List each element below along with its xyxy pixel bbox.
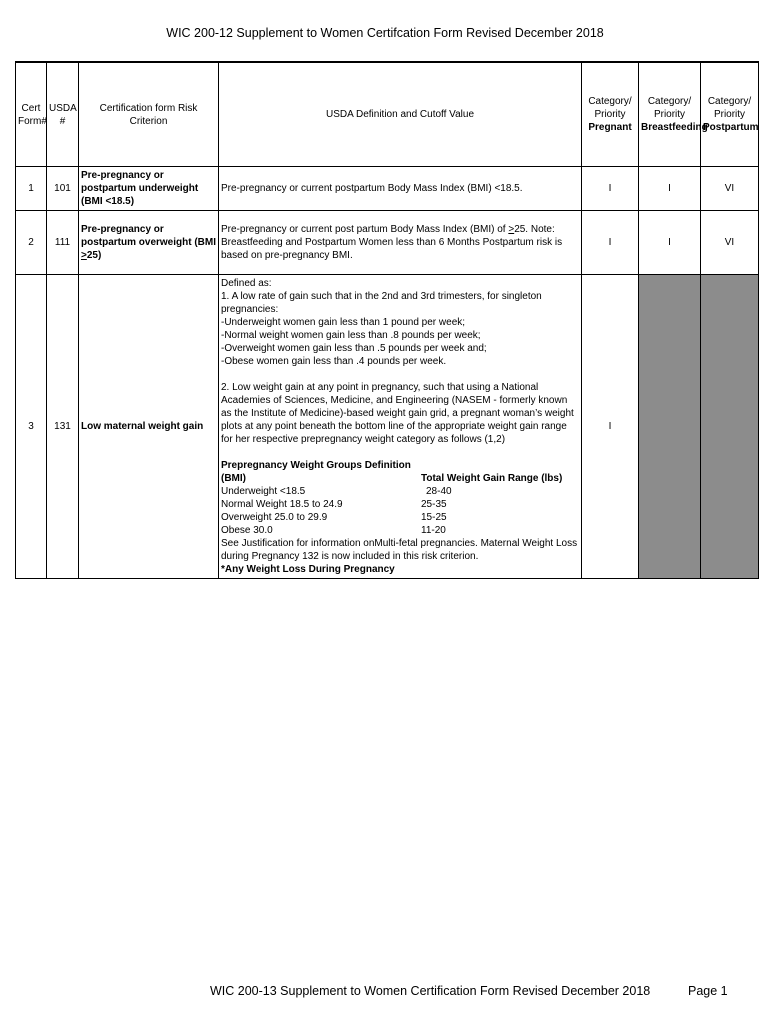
bmi-row: Underweight <18.5 28-40 xyxy=(221,486,452,497)
bmi-row: Obese 30.0 11-20 xyxy=(221,525,446,536)
document-title: WIC 200-12 Supplement to Women Certifcation Form Revised December 2018 xyxy=(166,26,604,40)
cert-number: 3 xyxy=(16,275,47,579)
priority-pregnant: I xyxy=(582,167,639,211)
cert-number: 2 xyxy=(16,211,47,275)
header-postpartum: Category/ Priority Postpartum xyxy=(701,62,759,167)
definition-list-item: -Underweight women gain less than 1 pound per week; xyxy=(221,317,466,328)
usda-number: 111 xyxy=(47,211,79,275)
definition-part-2: 2. Low weight gain at any point in pregnancy, such that using a National Academies of Sciences, Medicine, and Engineering (NASEM - formerly known as the Institute of Medicine)-based weight gain grid, a pregnant woman’s weight plots at any point beneath the bottom line of the appropriate weight gain range for her respective prepregnancy weight category as follows (1,2) xyxy=(221,382,574,445)
priority-pregnant: I xyxy=(582,275,639,579)
definition-list-item: -Normal weight women gain less than .8 pounds per week; xyxy=(221,330,481,341)
bmi-row: Normal Weight 18.5 to 24.9 25-35 xyxy=(221,499,447,510)
definition-note-bold: *Any Weight Loss During Pregnancy xyxy=(221,564,395,575)
greater-or-equal-symbol: > xyxy=(508,224,515,235)
risk-criteria-table xyxy=(15,61,759,579)
table-row xyxy=(16,275,759,579)
risk-criterion: Low maternal weight gain xyxy=(79,275,219,579)
definition-list-item: -Obese women gain less than .4 pounds per week. xyxy=(221,356,447,367)
table-row xyxy=(16,211,759,275)
header-usda-definition: USDA Definition and Cutoff Value xyxy=(219,62,582,167)
page-number: Page 1 xyxy=(688,984,728,998)
priority-postpartum: VI xyxy=(701,167,759,211)
priority-postpartum: VI xyxy=(701,211,759,275)
definition-note: See Justification for information onMulti-fetal pregnancies. Maternal Weight Loss during Pregnancy 132 is now included in this risk criterion. xyxy=(221,538,578,562)
bmi-table-header: Prepregnancy Weight Groups Definition (BMI) Total Weight Gain Range (lbs) xyxy=(221,460,563,484)
header-pregnant: Category/ Priority Pregnant xyxy=(582,62,639,167)
priority-pregnant: I xyxy=(582,211,639,275)
definition-list-item: -Overweight women gain less than .5 pounds per week and; xyxy=(221,343,487,354)
table-row xyxy=(16,167,759,211)
definition-intro: Defined as: xyxy=(221,278,272,289)
usda-number: 131 xyxy=(47,275,79,579)
priority-breastfeeding: I xyxy=(639,167,701,211)
footer-title: WIC 200-13 Supplement to Women Certification Form Revised December 2018 xyxy=(210,984,651,998)
usda-definition: Pre-pregnancy or current postpartum Body Mass Index (BMI) <18.5. xyxy=(219,167,582,211)
bmi-row: Overweight 25.0 to 29.9 15-25 xyxy=(221,512,447,523)
header-cert-form: Cert Form# xyxy=(16,62,47,167)
greater-or-equal-symbol: > xyxy=(81,250,87,261)
usda-definition xyxy=(219,275,582,579)
cert-number: 1 xyxy=(16,167,47,211)
definition-part-1: 1. A low rate of gain such that in the 2nd and 3rd trimesters, for singleton pregnancies: xyxy=(221,291,542,315)
table-header-row xyxy=(16,62,759,167)
priority-breastfeeding: I xyxy=(639,211,701,275)
header-usda-number: USDA # xyxy=(47,62,79,167)
header-breastfeeding: Category/ Priority Breastfeeding xyxy=(639,62,701,167)
priority-breastfeeding-na xyxy=(639,275,701,579)
risk-criterion: Pre-pregnancy or postpartum overweight (BMI >25) xyxy=(79,211,219,275)
usda-definition: Pre-pregnancy or current post partum Body Mass Index (BMI) of >25. Note: Breastfeeding and Postpartum Women less than 6 Months Postpartum risk is based on pre-pregnancy BMI. xyxy=(219,211,582,275)
header-risk-criterion: Certification form Risk Criterion xyxy=(79,62,219,167)
priority-postpartum-na xyxy=(701,275,759,579)
usda-number: 101 xyxy=(47,167,79,211)
risk-criterion: Pre-pregnancy or postpartum underweight (BMI <18.5) xyxy=(79,167,219,211)
